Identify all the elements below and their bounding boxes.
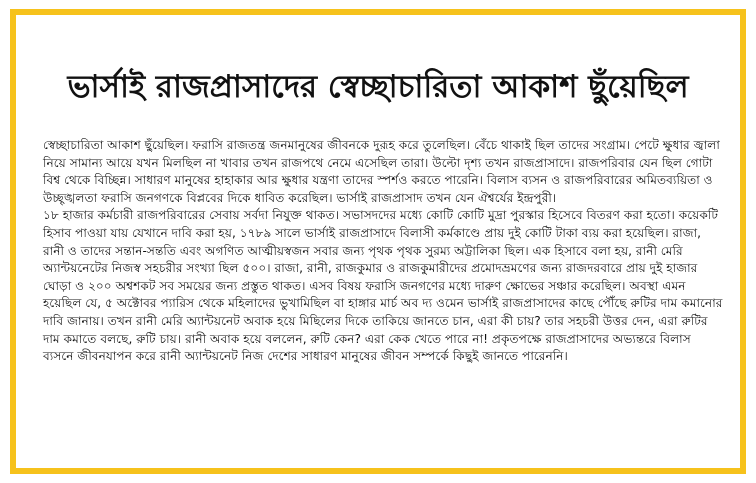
article-paragraph-2: ১৮ হাজার কর্মচারী রাজপরিবারের সেবায় সর্বদা নিযুক্ত থাকত। সভাসদদের মধ্যে কোটি কোটি মুদ্রা পুরস্কার হিসেবে বিতরণ করা হতো। কয়েকটি হিসাব পাওয়া যায় যেখানে দাবি করা হয়, ১৭৮৯ সালে ভার্সাই রাজপ্রাসাদে বিলাসী কর্মকাণ্ডে প্রায় দুই কোটি টাকা ব্যয় করা হয়েছিল। রাজা, রানী ও তাদের সন্তান-সন্ততি এবং অগণিত আত্মীয়স্বজন সবার জন্য পৃথক পৃথক সুরম্য অট্টালিকা ছিল। এক হিসাবে বলা হয়, রানী মেরি অ্যান্টয়নেটের নিজস্ব সহচরীর সংখ্যা ছিল ৫০০। রাজা, রানী, রাজকুমার ও রাজকুমারীদের প্রমোদভ্রমণের জন্য রাজদরবারে প্রায় দুই হাজার ঘোড়া ও ২০০ অশ্বশকট সব সময়ের জন্য প্রস্তুত থাকত। এসব বিষয় ফরাসি জনগণের মধ্যে দারুণ ক্ষোভের সঞ্চার করেছিল। অবস্থা এমন হয়েছিল যে, ৫ অক্টোবর প্যারিস থেকে মহিলাদের ভুখামিছিল বা হাঙ্গার মার্চ অব দ্য ওমেন ভার্সাই রাজপ্রাসাদের কাছে পৌঁছে রুটির দাম কমানোর দাবি জানায়। তখন রানী মেরি অ্যান্টয়নেট অবাক হয়ে মিছিলের দিকে তাকিয়ে জানতে চান, এরা কী চায়? তার সহচরী উত্তর দেন, এরা রুটির দাম কমাতে বলছে, রুটি চায়। রানী অবাক হয়ে বললেন, রুটি কেন? এরা কেক খেতে পারে না! প্রকৃতপক্ষে রাজপ্রাসাদের অভ্যন্তরে বিলাস ব্যসনে জীবনযাপন করে রানী অ্যান্টয়নেট নিজ দেশের সাধারণ মানুষের জীবন সম্পর্কে কিছুই জানতে পারেননি। [43, 208, 723, 364]
article-title: ভার্সাই রাজপ্রাসাদের স্বেচ্ছাচারিতা আকাশ ছুঁয়েছিল [67, 69, 689, 105]
article-paragraph-1: স্বেচ্ছাচারিতা আকাশ ছুঁয়েছিল। ফরাসি রাজতন্ত্র জনমানুষের জীবনকে দুরূহ করে তুলেছিল। বেঁচে থাকাই ছিল তাদের সংগ্রাম। পেটে ক্ষুধার জ্বালা নিয়ে সামান্য আয়ে যখন মিলছিল না খাবার তখন রাজপথে নেমে এসেছিল তারা। উল্টো দৃশ্য তখন রাজপ্রাসাদে। রাজপরিবার যেন ছিল গোটা বিশ্ব থেকে বিচ্ছিন্ন। সাধারণ মানুষের হাহাকার আর ক্ষুধার যন্ত্রণা তাদের স্পর্শও করতে পারেনি। বিলাস ব্যসন ও রাজপরিবারের অমিতব্যয়িতা ও উচ্ছৃঙ্খলতা ফরাসি জনগণকে বিপ্লবের দিকে ধাবিত করেছিল। ভার্সাই রাজপ্রাসাদ তখন যেন ঐশ্বর্যের ইন্দ্রপুরী। [43, 138, 720, 205]
article-frame [10, 9, 746, 474]
article-body [43, 137, 723, 366]
